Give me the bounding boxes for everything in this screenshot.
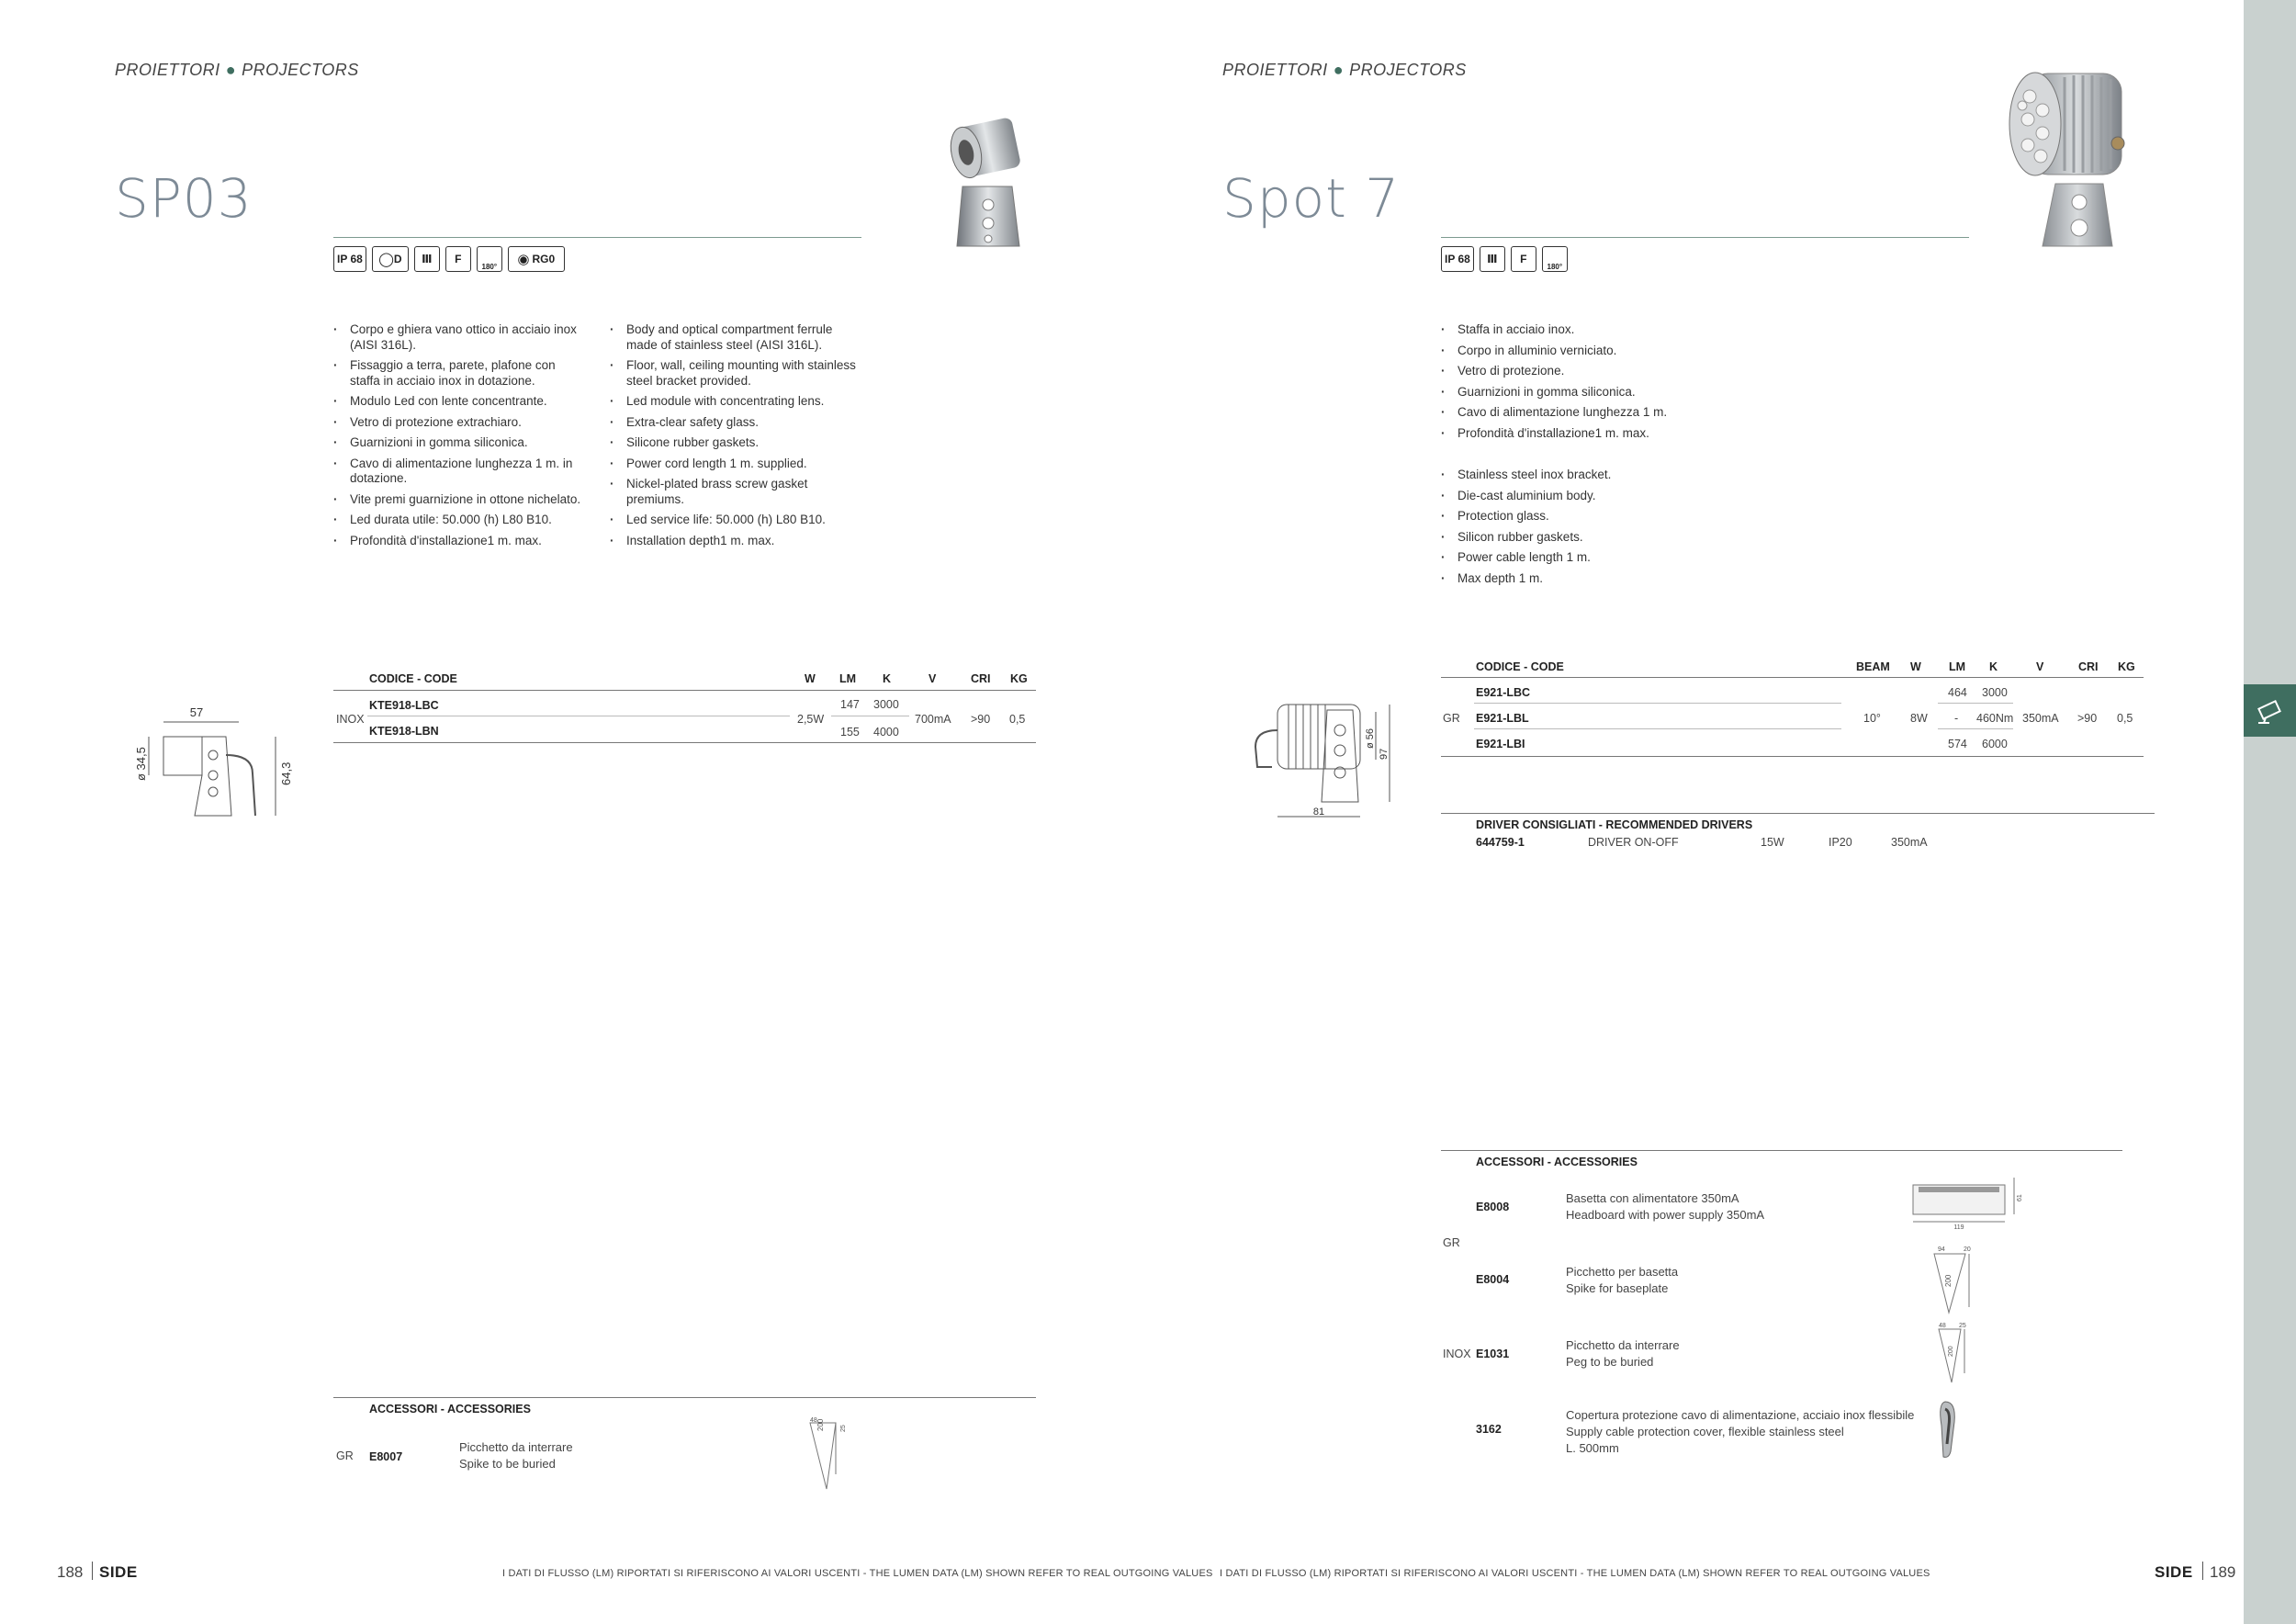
th-cri: CRI: [2078, 660, 2099, 673]
value-v: 700mA: [915, 713, 951, 726]
feature-item: · Power cable length 1 m.: [1441, 550, 1744, 566]
acc-group-inox: INOX: [1443, 1348, 1471, 1360]
feature-item: · Power cord length 1 m. supplied.: [610, 457, 862, 472]
acc-desc-it: Copertura protezione cavo di alimentazione, acciaio inox flessibile: [1566, 1408, 1915, 1422]
class-iii-icon: [1480, 246, 1505, 272]
dim-20: 20: [1964, 1246, 1971, 1253]
beam-180-icon: [1542, 246, 1568, 272]
acc-group-gr: GR: [336, 1449, 354, 1462]
beam-180-label: 180°: [481, 263, 498, 271]
lamp-d-icon: ◯ D: [372, 246, 409, 272]
acc-desc-it: Picchetto per basetta: [1566, 1265, 1679, 1279]
certification-icons-left: [333, 246, 565, 272]
acc-desc-e1031: [1566, 1337, 1680, 1370]
dim-dia: ø 34,5: [134, 747, 148, 781]
drawing-bracket: [195, 737, 231, 816]
acc-code-e1031: E1031: [1476, 1348, 1510, 1360]
sp03-technical-drawing: [129, 698, 294, 827]
feature-item: · Corpo e ghiera vano ottico in acciaio inox (AISI 316L).: [333, 322, 586, 353]
row-rule: [1474, 728, 1841, 729]
table-bottom-rule: [1441, 756, 2144, 757]
feature-item: · Silicone rubber gaskets.: [610, 435, 862, 451]
acc-desc-it: Basetta con alimentatore 350mA: [1566, 1191, 1739, 1205]
th-lm: LM: [1949, 660, 1966, 673]
dim-48: 48: [810, 1417, 817, 1424]
feature-item: · Vetro di protezione extrachiaro.: [333, 415, 586, 431]
th-v: V: [2036, 660, 2044, 673]
accessories-rule-left: [333, 1397, 1036, 1398]
spike-drawing-e1031: [1933, 1320, 1979, 1386]
drawing-body: [163, 737, 202, 775]
feature-item: · Profondità d'installazione1 m. max.: [1441, 426, 1744, 442]
acc-desc-e8004: [1566, 1264, 1678, 1297]
f-mark-icon: [1511, 246, 1536, 272]
section-en: PROJECTORS: [1349, 61, 1467, 79]
value-w: 2,5W: [797, 713, 825, 726]
code-e921-lbc: E921-LBC: [1476, 686, 1531, 699]
th-k: K: [1989, 660, 1998, 673]
acc-desc-en: Headboard with power supply 350mA: [1566, 1208, 1765, 1222]
value-v: 350mA: [2022, 712, 2059, 725]
features-en-right: [1441, 468, 1744, 592]
row-rule: [1474, 703, 1841, 704]
row-rule: [1938, 703, 2013, 704]
spike-drawing-e8007: [808, 1417, 854, 1493]
features-en-left: [610, 322, 862, 554]
feature-item: · Led service life: 50.000 (h) L80 B10.: [610, 513, 862, 528]
section-it: PROIETTORI: [1222, 61, 1328, 79]
th-v: V: [929, 672, 937, 685]
acc-desc-3162: [1566, 1407, 1915, 1457]
page-number-right: 189: [2210, 1563, 2236, 1581]
code-kte918-lbn: KTE918-LBN: [369, 725, 439, 738]
feature-item: · Led module with concentrating lens.: [610, 394, 862, 410]
feature-item: · Max depth 1 m.: [1441, 571, 1744, 587]
value-k-2: 4000: [873, 726, 899, 739]
feature-item: · Vite premi guarnizione in ottone nichelato.: [333, 492, 586, 508]
acc-code-e8008: E8008: [1476, 1201, 1510, 1213]
ip68-icon: IP 68: [1441, 246, 1474, 272]
acc-desc-e8008: [1566, 1190, 1764, 1224]
driver-ma: 350mA: [1891, 836, 1928, 849]
value-cri: >90: [971, 713, 991, 726]
driver-code: 644759-1: [1476, 836, 1525, 849]
feature-item: · Installation depth1 m. max.: [610, 534, 862, 549]
feature-item: · Vetro di protezione.: [1441, 364, 1744, 379]
th-w: W: [805, 672, 816, 685]
feature-item: · Led durata utile: 50.000 (h) L80 B10.: [333, 513, 586, 528]
feature-item: · Nickel-plated brass screw gasket premiums.: [610, 477, 862, 507]
feature-item: · Silicon rubber gaskets.: [1441, 530, 1744, 546]
value-lm-3: 574: [1948, 738, 1967, 750]
acc-desc-en: Supply cable protection cover, flexible stainless steel: [1566, 1425, 1844, 1438]
row-rule: [1938, 728, 2013, 729]
th-lm: LM: [839, 672, 857, 685]
feature-item: · Modulo Led con lente concentrante.: [333, 394, 586, 410]
code-kte918-lbc: KTE918-LBC: [369, 699, 439, 712]
feature-item: · Cavo di alimentazione lunghezza 1 m. in dotazione.: [333, 457, 586, 487]
value-lm-1: 147: [840, 698, 860, 711]
footer-note-right: I DATI DI FLUSSO (LM) RIPORTATI SI RIFERISCONO AI VALORI USCENTI - THE LUMEN DATA (LM) SHOWN REFER TO REAL OUTGOING VALUES: [1220, 1568, 1930, 1579]
group-inox: INOX: [336, 713, 365, 726]
spike-drawing-e8004: [1929, 1243, 1984, 1316]
rg0-label: RG0: [532, 253, 556, 265]
value-lm-2: -: [1954, 712, 1959, 725]
footer-note-left: I DATI DI FLUSSO (LM) RIPORTATI SI RIFERISCONO AI VALORI USCENTI - THE LUMEN DATA (LM) SHOWN REFER TO REAL OUTGOING VALUES: [502, 1568, 1213, 1579]
dim-width: 81: [1312, 806, 1325, 818]
dim-height: 97: [1379, 748, 1390, 760]
code-e921-lbi: E921-LBI: [1476, 738, 1525, 750]
feature-item: · Guarnizioni in gomma siliconica.: [1441, 385, 1744, 400]
acc-desc-en: Spike to be buried: [459, 1457, 556, 1471]
sp03-product-image: [928, 118, 1029, 251]
table-header-rule: [1441, 677, 2144, 678]
th-cri: CRI: [971, 672, 991, 685]
table-bottom-rule: [333, 742, 1036, 743]
title-rule: [1441, 237, 1969, 238]
dim-width: 57: [189, 705, 204, 719]
value-k-1: 3000: [1982, 686, 2008, 699]
value-lm-1: 464: [1948, 686, 1967, 699]
class-iii-icon: [414, 246, 440, 272]
dim-61: 61: [2017, 1194, 2023, 1201]
product-title-spot7: Spot 7: [1222, 167, 1401, 230]
dim-25: 25: [840, 1425, 847, 1432]
f-label: F: [1520, 253, 1527, 265]
drawing-hole: [208, 750, 218, 760]
drawing-hole: [208, 771, 218, 780]
th-beam: BEAM: [1856, 660, 1890, 673]
dim-48: 48: [1939, 1323, 1946, 1329]
section-label-left: [115, 61, 359, 80]
spot7-technical-drawing: [1244, 694, 1401, 827]
acc-code-e8004: E8004: [1476, 1273, 1510, 1286]
dim-200: 200: [816, 1418, 825, 1431]
value-cri: >90: [2077, 712, 2098, 725]
rg0-eye-icon: ◉ RG0: [508, 246, 565, 272]
th-code: CODICE - CODE: [1476, 660, 1564, 673]
feature-item: · Die-cast aluminium body.: [1441, 489, 1744, 504]
features-it-left: [333, 322, 586, 554]
section-en: PROJECTORS: [242, 61, 359, 79]
code-e921-lbl: E921-LBL: [1476, 712, 1529, 725]
f-label: F: [455, 253, 462, 265]
class-iii-label: Ⅲ: [422, 253, 433, 265]
feature-item: · Guarnizioni in gomma siliconica.: [333, 435, 586, 451]
feature-item: · Fissaggio a terra, parete, plafone con staffa in acciaio inox in dotazione.: [333, 358, 586, 389]
value-k-2: 460Nm: [1976, 712, 2014, 725]
dim-200: 200: [1944, 1274, 1953, 1287]
driver-desc: DRIVER ON-OFF: [1588, 836, 1679, 849]
category-tab[interactable]: [2244, 684, 2296, 737]
dim-119: 119: [1953, 1224, 1964, 1231]
page-number-left: 188: [57, 1563, 84, 1581]
drawing-cable: [1255, 730, 1277, 767]
acc-code-3162: 3162: [1476, 1423, 1502, 1436]
feature-item: · Protection glass.: [1441, 509, 1744, 524]
beam-180-icon: [477, 246, 502, 272]
feature-item: · Extra-clear safety glass.: [610, 415, 862, 431]
title-rule: [333, 237, 861, 238]
d-label: D: [393, 253, 402, 265]
features-it-right: [1441, 322, 1744, 446]
dim-height: 64,3: [279, 761, 293, 785]
section-label-right: [1222, 61, 1467, 80]
th-code: CODICE - CODE: [369, 672, 457, 685]
feature-item: · Stainless steel inox bracket.: [1441, 468, 1744, 483]
acc-desc-en: Spike for baseplate: [1566, 1281, 1669, 1295]
class-iii-label: Ⅲ: [1487, 253, 1498, 265]
value-w: 8W: [1910, 712, 1928, 725]
group-gr: GR: [1443, 712, 1460, 725]
ip68-icon: IP 68: [333, 246, 366, 272]
th-k: K: [883, 672, 892, 685]
projector-icon: [2255, 695, 2286, 727]
value-kg: 0,5: [2117, 712, 2133, 725]
feature-item: · Corpo in alluminio verniciato.: [1441, 344, 1744, 359]
th-kg: KG: [1010, 672, 1028, 685]
beam-180-label: 180°: [1547, 263, 1563, 271]
th-w: W: [1910, 660, 1921, 673]
dim-200: 200: [1948, 1346, 1954, 1357]
drivers-rule: [1441, 813, 2155, 814]
acc-code-e8007: E8007: [369, 1450, 403, 1463]
value-kg: 0,5: [1009, 713, 1026, 726]
drawing-body: [1277, 705, 1360, 769]
driver-ip: IP20: [1829, 836, 1852, 849]
feature-item: · Staffa in acciaio inox.: [1441, 322, 1744, 338]
section-it: PROIETTORI: [115, 61, 220, 79]
accessories-header-left: ACCESSORI - ACCESSORIES: [369, 1403, 531, 1415]
drawing-hole: [208, 787, 218, 796]
product-title-sp03: SP03: [115, 167, 253, 230]
spot7-product-image: [2002, 64, 2131, 253]
acc-desc-len: L. 500mm: [1566, 1441, 1619, 1455]
certification-icons-right: [1441, 246, 1568, 272]
acc-desc-e8007: [459, 1439, 573, 1472]
dim-dia: ø 56: [1365, 727, 1376, 749]
feature-item: · Cavo di alimentazione lunghezza 1 m.: [1441, 405, 1744, 421]
drivers-header: DRIVER CONSIGLIATI - RECOMMENDED DRIVERS: [1476, 818, 1753, 831]
value-beam: 10°: [1863, 712, 1881, 725]
table-header-rule: [333, 690, 1036, 691]
feature-item: · Floor, wall, ceiling mounting with stainless steel bracket provided.: [610, 358, 862, 389]
footer-divider: [2202, 1562, 2203, 1580]
dim-94: 94: [1938, 1246, 1945, 1253]
acc-desc-it: Picchetto da interrare: [1566, 1338, 1680, 1352]
baseplate-drawing-e8008: [1906, 1174, 2025, 1231]
accessories-header-right: ACCESSORI - ACCESSORIES: [1476, 1156, 1638, 1168]
brand-left: SIDE: [99, 1563, 138, 1581]
feature-item: · Body and optical compartment ferrule made of stainless steel (AISI 316L).: [610, 322, 862, 353]
brand-right: SIDE: [2155, 1563, 2193, 1581]
th-kg: KG: [2118, 660, 2135, 673]
dim-25: 25: [1959, 1323, 1966, 1329]
accessories-rule-right: [1441, 1150, 2122, 1151]
acc-desc-it: Picchetto da interrare: [459, 1440, 573, 1454]
driver-w: 15W: [1761, 836, 1784, 849]
drawing-cable: [226, 755, 255, 816]
cable-cover-image-3162: [1929, 1398, 1965, 1464]
footer-divider: [92, 1562, 93, 1580]
value-k-1: 3000: [873, 698, 899, 711]
f-mark-icon: [445, 246, 471, 272]
acc-desc-en: Peg to be buried: [1566, 1355, 1654, 1369]
bullet-dot-icon: ●: [225, 61, 237, 79]
value-lm-2: 155: [840, 726, 860, 739]
feature-item: · Profondità d'installazione1 m. max.: [333, 534, 586, 549]
value-k-3: 6000: [1982, 738, 2008, 750]
bullet-dot-icon: ●: [1333, 61, 1345, 79]
acc-group-gr: GR: [1443, 1236, 1460, 1249]
side-strip: [2244, 0, 2296, 1624]
